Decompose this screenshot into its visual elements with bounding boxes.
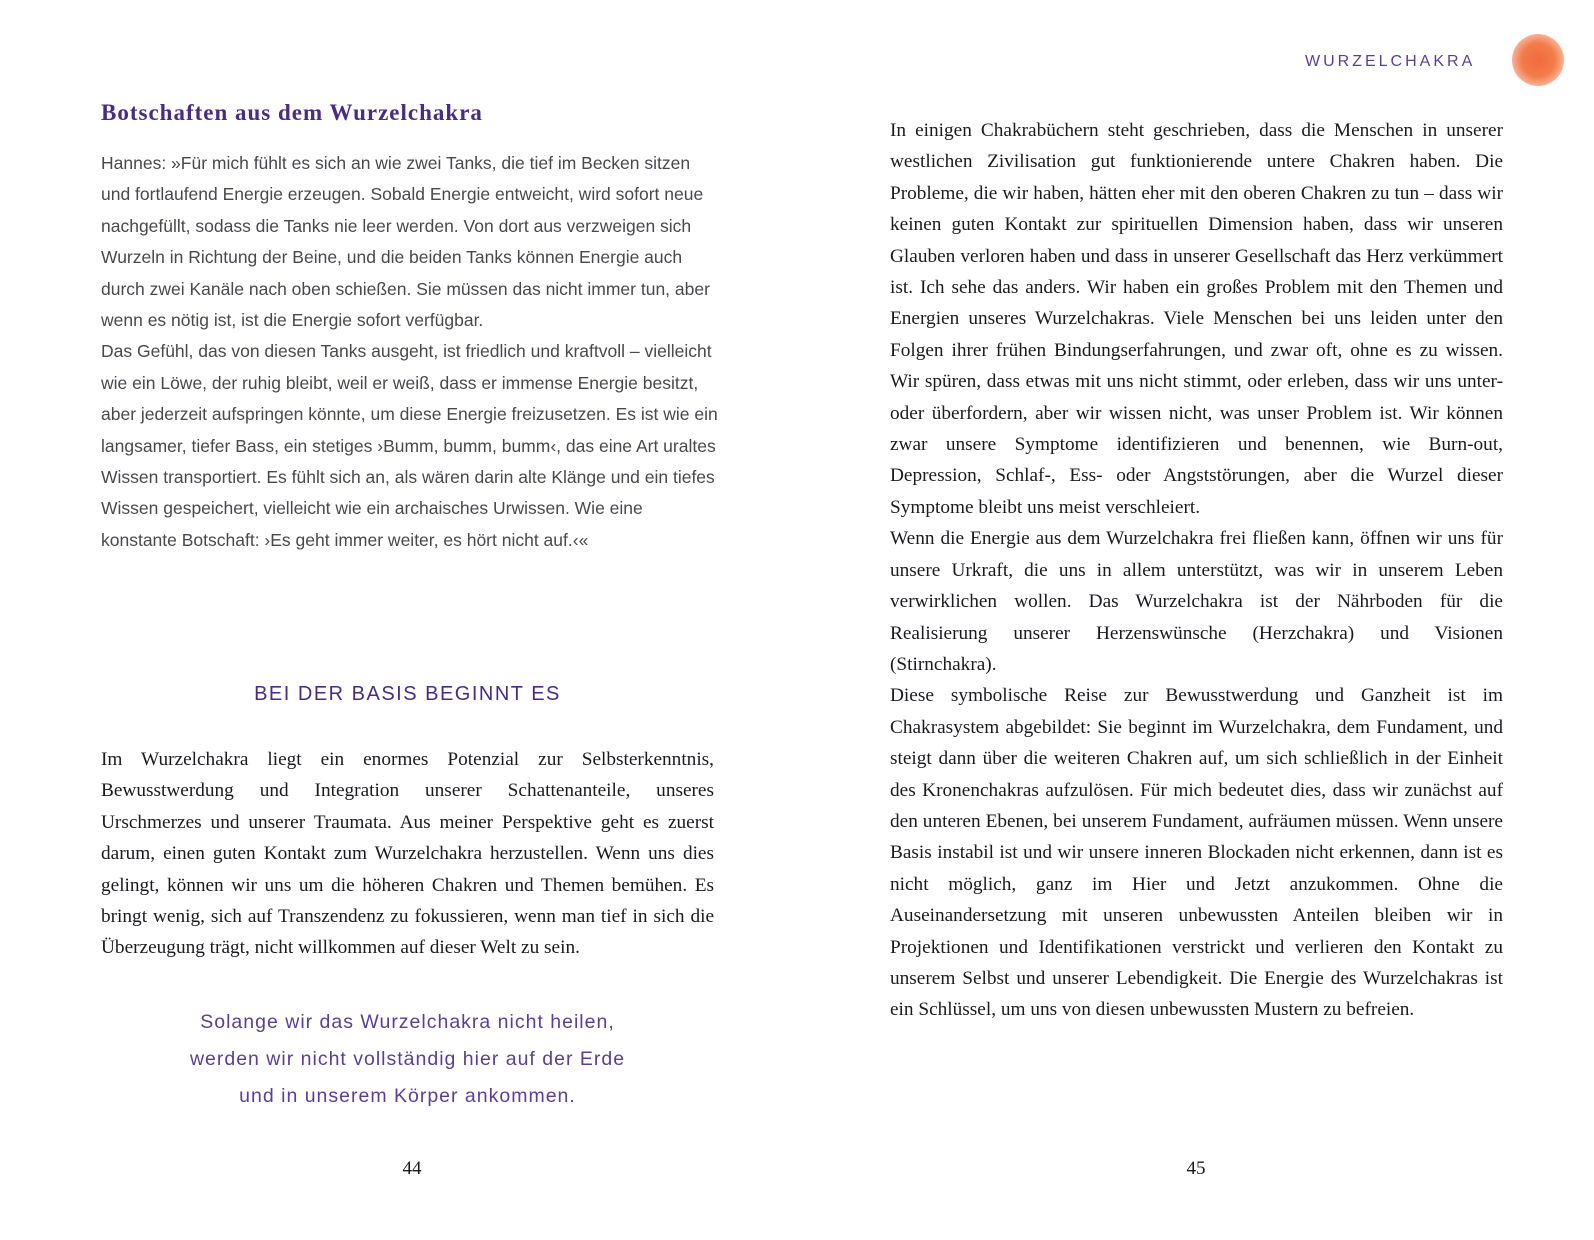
root-chakra-dot-icon [1512,34,1564,86]
pull-quote-line: werden wir nicht vollständig hier auf der Erde [189,1048,626,1070]
left-body-text [101,744,714,964]
right-body-text [890,115,1503,1026]
body-paragraph: Diese symbolische Reise zur Bewusstwerdung und Ganzheit ist im Chakrasystem abgebildet: Sie beginnt im Wurzelchakra, dem Fundament, und steigt dann über die weiteren Chakren auf, um sich schließlich in der Einheit des Kronenchakras aufzulösen. Für mich bedeutet dies, dass wir zunächst auf den unteren Ebenen, bei unserem Fundament, aufräumen müssen. Wenn unsere Basis instabil ist und wir unsere inneren Blockaden nicht erkennen, dann ist es nicht möglich, ganz im Hier und Jetzt anzukommen. Ohne die Auseinandersetzung mit unseren unbewussten Anteilen bleiben wir in Projektionen und Identifikationen verstrickt und verlieren den Kontakt zu unserem Selbst und unserer Lebendigkeit. Die Energie des Wurzelchakras ist ein Schlüssel, um uns von diesen unbewussten Mustern zu befreien. [890,685,1503,1021]
body-paragraph: Im Wurzelchakra liegt ein enormes Potenzial zur Selbsterkenntnis, Bewusstwerdung und Integration unserer Schattenanteile, unseres Urschmerzes und unserer Traumata. Aus meiner Perspektive geht es zuerst darum, einen guten Kontakt zum Wurzelchakra herzustellen. Wenn uns dies gelingt, können wir uns um die höheren Chakren und Themen bemühen. Es bringt wenig, sich auf Transzendenz zu fokussieren, wenn man tief in sich die Überzeugung trägt, nicht willkommen auf dieser Welt zu sein. [101,749,714,959]
box-paragraph: Das Gefühl, das von diesen Tanks ausgeht, ist friedlich und kraftvoll – vielleicht wie ein Löwe, der ruhig bleibt, weil er weiß, dass er immense Energie besitzt, aber jederzeit aufspringen könnte, um diese Energie freizusetzen. Es ist wie ein langsamer, tiefer Bass, ein stetiges ›Bumm, bumm, bumm‹, das eine Art uraltes Wissen transportiert. Es fühlt sich an, als wären darin alte Klänge und ein tiefes Wissen gespeichert, vielleicht wie ein archaisches Urwissen. Wie eine konstante Botschaft: ›Es geht immer weiter, es hört nicht auf.‹« [101,341,718,550]
pull-quote [101,1004,714,1115]
pull-quote-line: und in unserem Körper ankommen. [239,1085,576,1107]
section-heading: BEI DER BASIS BEGINNT ES [254,683,561,705]
running-head: WURZELCHAKRA [1305,53,1476,70]
page-number-right: 45 [1186,1158,1206,1179]
body-paragraph: Wenn die Energie aus dem Wurzelchakra frei fließen kann, öffnen wir uns für unsere Urkraft, die uns in allem unterstützt, was wir in unserem Leben verwirklichen wollen. Das Wurzelchakra ist der Nährboden für die Realisierung unserer Herzenswünsche (Herzchakra) und Visionen (Stirnchakra). [890,528,1503,675]
box-heading: Botschaften aus dem Wurzelchakra [101,100,483,125]
body-paragraph: In einigen Chakrabüchern steht geschrieben, dass die Menschen in unserer westlichen Zivilisation gut funktionierende untere Chakren haben. Die Probleme, die wir haben, hätten eher mit den oberen Chakren zu tun – dass wir keinen guten Kontakt zur spirituellen Dimension haben, dass wir unseren Glauben verloren haben und dass in unserer Gesellschaft das Herz verkümmert ist. Ich sehe das anders. Wir haben ein großes Problem mit den Themen und Energien unseres Wurzelchakras. Viele Menschen bei uns leiden unter den Folgen ihrer frühen Bindungserfahrungen, und zwar oft, ohne es zu wissen. Wir spüren, dass etwas mit uns nicht stimmt, oder erleben, dass wir uns unter- oder überfordern, aber wir wissen nicht, was unser Problem ist. Wir können zwar unsere Symptome identifizieren und benennen, wie Burn-out, Depression, Schlaf-, Ess- oder Angststörungen, aber die Wurzel dieser Symptome bleibt uns meist verschleiert. [890,120,1503,518]
page-number-left: 44 [402,1158,422,1179]
box-body [101,148,721,556]
pull-quote-line: Solange wir das Wurzelchakra nicht heilen, [200,1011,615,1033]
box-paragraph: Hannes: »Für mich fühlt es sich an wie zwei Tanks, die tief im Becken sitzen und fortlaufend Energie erzeugen. Sobald Energie entweicht, wird sofort neue nachgefüllt, sodass die Tanks nie leer werden. Von dort aus verzweigen sich Wurzeln in Richtung der Beine, und die beiden Tanks können Energie auch durch zwei Kanäle nach oben schießen. Sie müssen das nicht immer tun, aber wenn es nötig ist, ist die Energie sofort verfügbar. [101,153,710,331]
